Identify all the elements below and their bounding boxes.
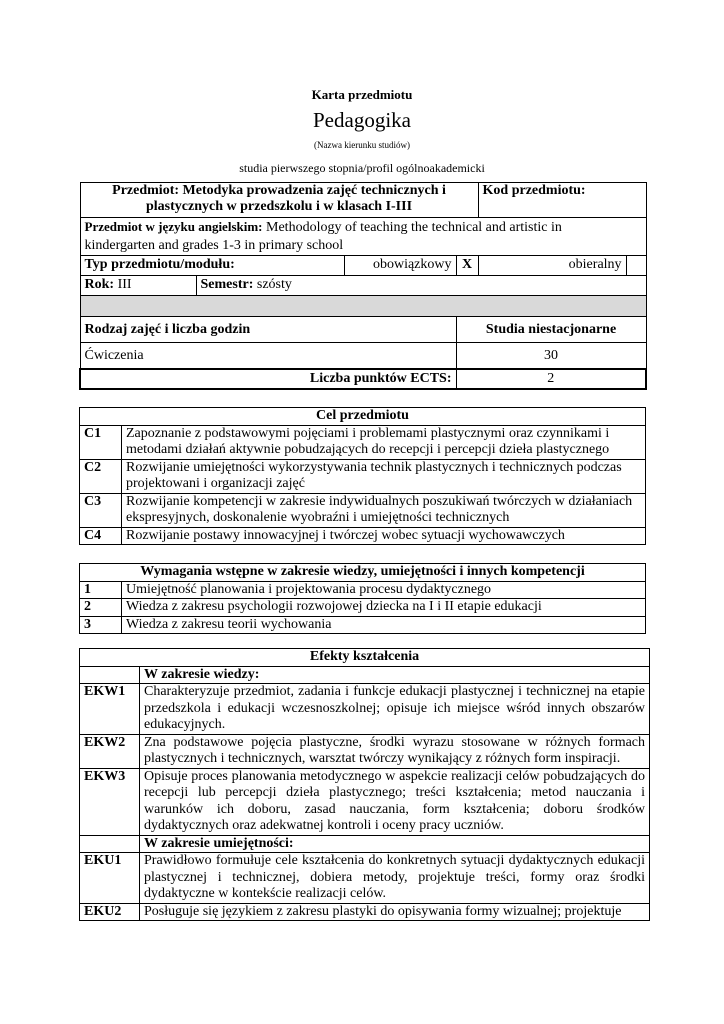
type-mark: X xyxy=(456,256,478,276)
goal-code: C3 xyxy=(80,493,122,527)
goal-code: C1 xyxy=(80,425,122,459)
class-hours: 30 xyxy=(456,343,646,369)
subject-code-label: Kod przedmiotu: xyxy=(482,183,586,198)
subject-name-line2: plastycznych w przedszkolu i w klasach I-III xyxy=(146,199,413,214)
prerequisite-code: 3 xyxy=(80,616,122,634)
year-cell xyxy=(80,276,196,296)
goal-text: Zapoznanie z podstawowymi pojęciami i problemami plastycznymi oraz czynnikami i metodami działań aktywnie pobudzających do recepcji i percepcji dzieła plastycznego xyxy=(122,425,646,459)
empty-cell xyxy=(80,666,140,684)
goals-table xyxy=(79,407,646,545)
outcome-row xyxy=(80,903,650,921)
prerequisite-code: 2 xyxy=(80,599,122,617)
prerequisite-row xyxy=(80,581,646,599)
field-of-study: Pedagogika xyxy=(313,108,411,132)
goal-text: Rozwijanie umiejętności wykorzystywania technik plastycznych i technicznych podczas projektowani i organizacji zajęć xyxy=(122,459,646,493)
outcome-row xyxy=(80,853,650,904)
gray-separator-row xyxy=(80,296,646,317)
outcome-row xyxy=(80,734,650,768)
type-label: Typ przedmiotu/modułu: xyxy=(80,256,344,276)
goal-row xyxy=(80,493,646,527)
outcome-row xyxy=(80,684,650,735)
ects-label: Liczba punktów ECTS: xyxy=(80,369,456,389)
outcome-code: EKU1 xyxy=(80,853,140,904)
outcome-text: Zna podstawowe pojęcia plastyczne, środki wyrazu stosowane w różnych formach plastycznych i technicznych, warsztat twórczy wynikający z różnych form inspiracji. xyxy=(140,734,650,768)
goal-row xyxy=(80,425,646,459)
semester-label: Semestr: xyxy=(200,277,254,292)
outcome-text: Charakteryzuje przedmiot, zadania i funkcje edukacji plastycznej i technicznej na etapie przedszkola i edukacji wczesnoszkolnej; opisuje ich miejsce wśród innych obszarów edukacyjnych. xyxy=(140,684,650,735)
outcome-row xyxy=(80,768,650,835)
goal-text: Rozwijanie postawy innowacyjnej i twórczej wobec sytuacji wychowawczych xyxy=(122,527,646,545)
goal-row xyxy=(80,459,646,493)
prerequisite-code: 1 xyxy=(80,581,122,599)
prerequisite-text: Wiedza z zakresu teorii wychowania xyxy=(122,616,646,634)
english-name-label: Przedmiot w języku angielskim: xyxy=(84,219,263,234)
subject-info-table xyxy=(79,182,647,390)
outcome-code: EKW3 xyxy=(80,768,140,835)
field-note: (Nazwa kierunku studiów) xyxy=(314,140,410,150)
prerequisite-text: Umiejętność planowania i projektowania procesu dydaktycznego xyxy=(122,581,646,599)
prerequisite-text: Wiedza z zakresu psychologii rozwojowej dziecka na I i II etapie edukacji xyxy=(122,599,646,617)
english-name-value-1: Methodology of teaching the technical and artistic in xyxy=(262,220,562,235)
studies-header: Studia niestacjonarne xyxy=(456,317,646,343)
outcome-code: EKU2 xyxy=(80,903,140,921)
outcomes-table xyxy=(79,648,650,921)
goal-row xyxy=(80,527,646,545)
knowledge-header: W zakresie wiedzy: xyxy=(140,666,650,684)
prerequisite-row xyxy=(80,616,646,634)
goal-text: Rozwijanie kompetencji w zakresie indywidualnych poszukiwań twórczych w działaniach ekspresyjnych, doskonalenie wyobraźni i umiejętności technicznych xyxy=(122,493,646,527)
prerequisite-row xyxy=(80,599,646,617)
outcomes-title: Efekty kształcenia xyxy=(80,649,650,667)
outcome-text: Opisuje proces planowania metodycznego w aspekcie realizacji celów pobudzających do recepcji lub percepcji dzieła plastycznego; treści kształcenia; metod nauczania i warunków ich doboru, zasad nauczania, form kształcenia; doboru środków dydaktycznych oraz adekwatnej kontroli i oceny pracy uczniów. xyxy=(140,768,650,835)
subject-name-line1: Przedmiot: Metodyka prowadzenia zajęć technicznych i xyxy=(112,183,446,198)
skills-header: W zakresie umiejętności: xyxy=(140,835,650,853)
outcome-text: Posługuje się językiem z zakresu plastyki do opisywania formy wizualnej; projektuje xyxy=(140,903,650,921)
document-title: Karta przedmiotu xyxy=(311,87,413,102)
type-optional-box xyxy=(626,256,646,276)
study-level: studia pierwszego stopnia/profil ogólnoakademicki xyxy=(239,161,485,175)
subject-code-cell xyxy=(478,183,646,218)
goal-code: C2 xyxy=(80,459,122,493)
empty-cell xyxy=(80,835,140,853)
type-optional: obieralny xyxy=(478,256,626,276)
semester-cell xyxy=(196,276,646,296)
outcome-code: EKW2 xyxy=(80,734,140,768)
outcome-code: EKW1 xyxy=(80,684,140,735)
classes-header: Rodzaj zajęć i liczba godzin xyxy=(80,317,456,343)
ects-value: 2 xyxy=(456,369,646,389)
class-type: Ćwiczenia xyxy=(80,343,456,369)
year-value: III xyxy=(114,277,132,292)
prerequisites-title: Wymagania wstępne w zakresie wiedzy, umiejętności i innych kompetencji xyxy=(80,564,646,582)
english-name-value-2: kindergarten and grades 1-3 in primary school xyxy=(84,238,344,253)
type-mandatory: obowiązkowy xyxy=(344,256,456,276)
goals-title: Cel przedmiotu xyxy=(80,408,646,426)
goal-code: C4 xyxy=(80,527,122,545)
semester-value: szósty xyxy=(253,277,292,292)
prerequisites-table xyxy=(79,563,646,634)
year-label: Rok: xyxy=(84,277,115,292)
english-name-cell xyxy=(80,218,646,256)
subject-name-cell xyxy=(80,183,478,218)
outcome-text: Prawidłowo formułuje cele kształcenia do konkretnych sytuacji dydaktycznych edukacji plastycznej i technicznej, dobiera metody, projektuje treści, formy oraz środki dydaktyczne w kontekście realizacji celów. xyxy=(140,853,650,904)
